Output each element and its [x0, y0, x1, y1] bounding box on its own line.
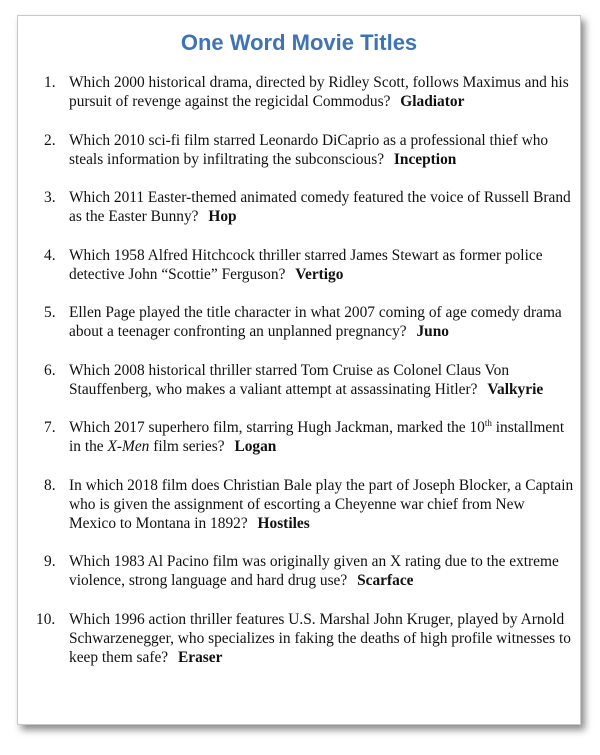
question-item	[18, 610, 582, 667]
question-number: 8.	[44, 476, 56, 494]
question-number: 9.	[44, 553, 56, 570]
question-item	[18, 361, 582, 399]
question-text-italic: X-Men	[107, 438, 150, 455]
question-text: Which 1958 Alfred Hitchcock thriller starred James Stewart as former police detective John “Scottie” Ferguson?	[69, 246, 543, 283]
question-text: Which 2008 historical thriller starred Tom Cruise as Colonel Claus Von Stauffenberg, who makes a valiant attempt at assassinating Hitler?	[69, 361, 510, 398]
answer: Valkyrie	[487, 380, 544, 398]
question-number: 7.	[44, 419, 56, 436]
question-text-start: Which 2017 superhero film, starring Hugh Jackman, marked the 10	[69, 419, 485, 436]
question-text-middle: installment in the	[69, 419, 565, 455]
question-item	[18, 188, 582, 226]
answer: Gladiator	[400, 93, 465, 110]
answer: Logan	[234, 438, 277, 455]
document-page	[17, 15, 581, 725]
ordinal-suffix: th	[484, 418, 492, 428]
answer: Hostiles	[257, 514, 310, 532]
question-number: 4.	[44, 246, 56, 264]
question-text-end: film series?	[149, 438, 225, 455]
answer: Eraser	[178, 648, 223, 666]
question-text: Which 2011 Easter-themed animated comedy featured the voice of Russell Brand as the Easter Bunny?	[69, 189, 571, 225]
question-number: 3.	[44, 189, 56, 206]
question-text: Which 2000 historical drama, directed by Ridley Scott, follows Maximus and his pursuit of revenge against the regicidal Commodus?	[69, 74, 569, 110]
question-item	[18, 476, 582, 533]
question-number: 10.	[36, 610, 56, 628]
question-text: Which 1996 action thriller features U.S. Marshal John Kruger, played by Arnold Schwarzenegger, who specializes in faking the deaths of high profile witnesses to keep them safe?	[69, 610, 571, 666]
question-text: In which 2018 film does Christian Bale play the part of Joseph Blocker, a Captain who is given the assignment of escorting a Cheyenne war chief from New Mexico to Montana in 1892?	[69, 476, 574, 532]
answer: Scarface	[357, 572, 414, 589]
answer: Hop	[208, 208, 237, 225]
question-item	[18, 246, 582, 284]
question-text: Ellen Page played the title character in what 2007 coming of age comedy drama about a teenager confronting an unplanned pregnancy?	[69, 304, 562, 340]
question-item	[18, 73, 582, 111]
question-item	[18, 552, 582, 590]
answer: Vertigo	[295, 265, 344, 283]
question-number: 6.	[44, 361, 56, 379]
question-item	[18, 131, 582, 169]
question-number: 5.	[44, 304, 56, 321]
question-text: Which 2010 sci-fi film starred Leonardo DiCaprio as a professional thief who steals information by infiltrating the subconscious?	[69, 131, 549, 168]
question-text: Which 1983 Al Pacino film was originally given an X rating due to the extreme violence, strong language and hard drug use?	[69, 553, 559, 589]
question-list	[18, 73, 582, 686]
answer: Inception	[393, 150, 457, 168]
question-number: 2.	[44, 131, 56, 149]
question-number: 1.	[44, 74, 56, 91]
question-item	[18, 418, 582, 456]
page-title: One Word Movie Titles	[180, 30, 418, 55]
answer: Juno	[416, 323, 449, 340]
question-item	[18, 303, 582, 341]
